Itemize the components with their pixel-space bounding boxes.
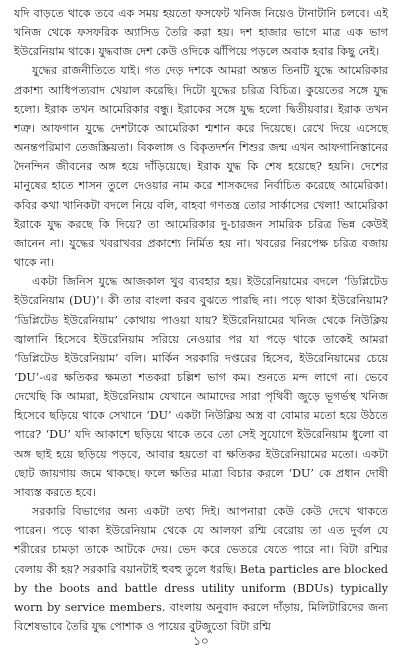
book-page: [14, 4, 388, 652]
paragraph-2: যুদ্ধের রাজনীতিতে যাই। গত দেড় দশকে আমরা অন্তত তিনটি যুদ্ধে আমেরিকার প্রকাশ্য আধিপত্যবাদ খেয়াল করেছি। দিটো যুদ্ধের চরিত্র বিচিত্র। কুয়েতের সঙ্গে যুদ্ধ হলো। ইরাক তখন আমেরিকার বন্ধু। ইরাকের সঙ্গে যুদ্ধ হলো দ্বিতীয়বার। ইরাক তখন শত্রু। আফগান যুদ্ধে দেশটাকে আমেরিকা শ্মশান করে দিয়েছে। রেখে দিয়ে এসেছে অনন্তপরিমাণ তেজস্ক্রিয়তা। বিকলাঙ্গ ও বিকৃতদর্শন শিশুর জন্ম এখন আফগানিস্তানের দৈনন্দিন জীবনের অঙ্গ হয়ে দাঁড়িয়েছে। ইরাক যুদ্ধ কি শেষ হয়েছে? হয়নি। দেশের মানুষের হাতে শাসন তুলে দেওয়ার নাম করে শাসকদের নির্বাচিত করেছে আমেরিকা। কবির কথা খানিকটা বদলে নিয়ে বলি, বাহবা গণতন্ত্র তোর সার্কাসের খেলা! আমেরিকা ইরাকে যুদ্ধ করছে কি দিয়ে? তা আমেরিকার দু-চারজন সামরিক চরিত্র ভিন্ন কেউই জানেন না। যুদ্ধের খবরাখবর প্রকাশ্যে নির্মিত হয় না। খবরের নিরপেক্ষ চরিত্র বজায় থাকে না।: [14, 64, 388, 270]
paragraph-4: সরকারি বিভাগের অন্য একটা তথ্য দিই। আপনারা কেউ কেউ দেখে থাকতে পারেন। পড়ে থাকা ইউরেনিয়াম থেকে যে আলফা রশ্মি বেরোয় তা এত দুর্বল যে শরীরের চামড়া তাকে আটকে দেয়। ভেদ করে ভেতরে যেতে পারে না। বিটা রশ্মির বেলায় কী হয়? সরকারি বয়ানটাই হুবহু তুলে ধরছি। Beta particles are blocked by the boots and battle dress utility uniform (BDUs) typically worn by service members. বাংলায় অনুবাদ করলে দাঁড়ায়, মিলিটারিদের জন্য বিশেষভাবে তৈরি যুদ্ধ পোশাক ও পায়ের বুটজুতো বিটা রশ্মি: [14, 505, 388, 633]
paragraph-1: যদি বাড়তে থাকে তবে এক সময় হয়তো ফসফেট খনিজ নিয়েও টানাটানি চলবে। এই খনিজ থেকে ফসফরিক অ্যাসিড তৈরি করা হয়। দশ হাজার ভাগে মাত্র এক ভাগ ইউরেনিয়াম থাকে। যুদ্ধবাজ দেশ কেউ ওদিকে ঝাঁপিয়ে পড়লে অবাক হবার কিছু নেই।: [14, 7, 388, 59]
paragraph-3: একটা জিনিস যুদ্ধে আজকাল খুব ব্যবহার হয়। ইউরেনিয়ামের বদলে ‘ডিপ্লিটেড ইউরেনিয়াম (DU)’। কী তার বাংলা করব বুঝতে পারছি না। পড়ে থাকা ইউরেনিয়াম? ‘ডিপ্লিটেড ইউরেনিয়াম’ কোথায় পাওয়া যায়? ইউরেনিয়ামের খনিজ থেকে নিউক্লিয় জ্বালানি হিসেবে ইউরেনিয়াম সরিয়ে নেওয়ার পর যা পড়ে থাকে তাকেই আমরা ‘ডিপ্লিটেড ইউরেনিয়াম’ বলি। মার্কিন সরকারি দপ্তরের হিসেব, ইউরেনিয়ামের চেয়ে ‘DU’-এর ক্ষতিকর ক্ষমতা শতকরা চল্লিশ ভাগ কম। শুনতে মন্দ লাগে না। ভেবে দেখেছি কি আমরা, ইউরেনিয়াম যেখানে আমাদের সারা পৃথিবী জুড়ে ভূগর্ভস্থ খনিজ হিসেবে ছড়িয়ে থাকে সেখানে ‘DU’ একটা নিউক্লিয় অস্ত্র বা বোমার মতো হয়ে উঠতে পারে? ‘DU’ যদি আকাশে ছড়িয়ে থাকে তবে তো সেই সুযোগে ইউরেনিয়াম ধুলো বা অঙ্গ ছাই হয়ে ছড়িয়ে পড়বে, আবার হয়তো বা ক্ষতিকর ইউরেনিয়ামের মতো। একটা ছোট জায়গায় জমে থাকছে। ফলে ক্ষতির মাত্রা বিচার করলে ‘DU’ কে প্রধান দোষী সাব্যস্ত করতে হবে।: [14, 275, 388, 499]
page-number: ১০: [193, 634, 209, 648]
